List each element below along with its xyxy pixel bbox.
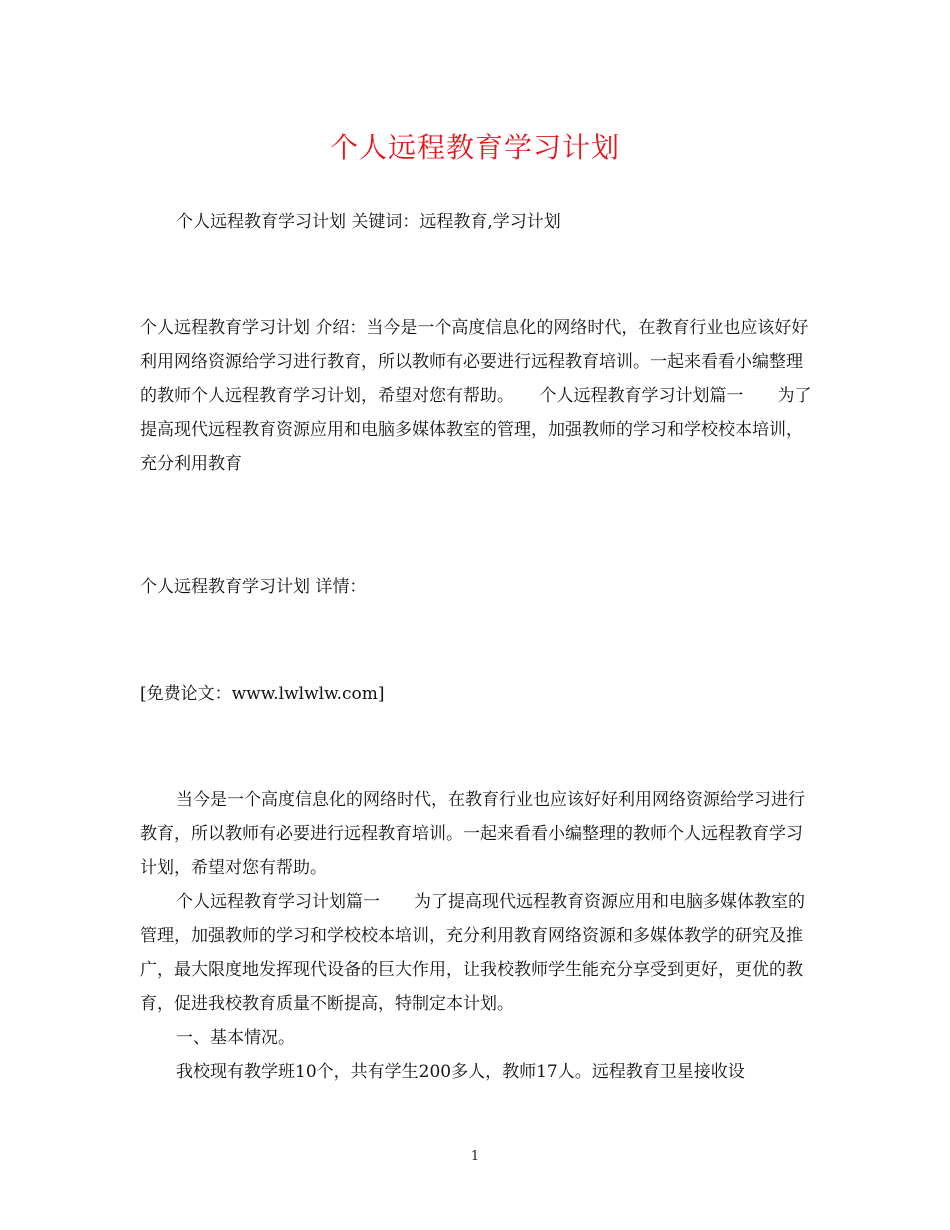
page-number: 1	[470, 1149, 480, 1164]
body-paragraph: 当今是一个高度信息化的网络时代，在教育行业也应该好好利用网络资源给学习进行教育，所以教师有必要进行远程教育培训。一起来看看小编整理的教师个人远程教育学习计划，希望对您有帮助。	[140, 790, 805, 878]
document-title: 个人远程教育学习计划	[329, 131, 620, 164]
intro-paragraph: 个人远程教育学习计划 介绍：当今是一个高度信息化的网络时代，在教育行业也应该好好利用网络资源给学习进行教育，所以教师有必要进行远程教育培训。一起来看看小编整理的教师个人远程教育学习计划，希望对您有帮助。 个人远程教育学习计划篇一 为了提高现代远程教育资源应用和电脑多媒体教室的管理，加强教师的学习和学校校本培训，充分利用教育	[140, 318, 812, 474]
body-paragraph: 个人远程教育学习计划篇一 为了提高现代远程教育资源应用和电脑多媒体教室的管理，加强教师的学习和学校校本培训，充分利用教育网络资源和多媒体教学的研究及推广，最大限度地发挥现代设备的巨大作用，让我校教师学生能充分享受到更好，更优的教育，促进我校教育质量不断提高，特制定本计划。	[140, 892, 805, 1014]
keywords-line: 个人远程教育学习计划 关键词：远程教育,学习计划	[176, 212, 561, 232]
source-line: [免费论文：www.lwlwlw.com]	[140, 684, 385, 704]
section-heading: 一、基本情况。	[176, 1028, 295, 1048]
details-label: 个人远程教育学习计划 详情：	[140, 577, 367, 597]
body-text	[140, 783, 814, 1089]
body-paragraph: 我校现有教学班10个，共有学生200多人，教师17人。远程教育卫星接收设	[176, 1062, 745, 1082]
